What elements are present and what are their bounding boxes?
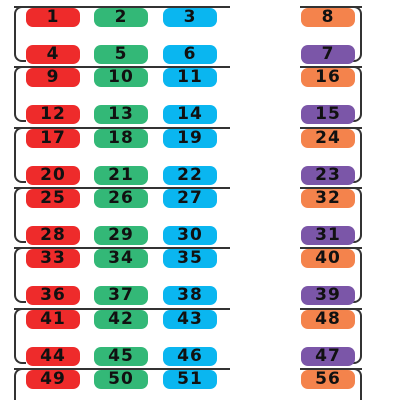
seat-37[interactable]: 37 — [94, 286, 148, 305]
seat-26[interactable]: 26 — [94, 189, 148, 208]
seat-11[interactable]: 11 — [163, 68, 217, 87]
seat-19[interactable]: 19 — [163, 129, 217, 148]
seat-22[interactable]: 22 — [163, 166, 217, 185]
seat-23[interactable]: 23 — [301, 166, 355, 185]
seat-20[interactable]: 20 — [26, 166, 80, 185]
seat-12[interactable]: 12 — [26, 105, 80, 124]
frame-left-bracket — [14, 187, 26, 243]
seat-28[interactable]: 28 — [26, 226, 80, 245]
seat-42[interactable]: 42 — [94, 310, 148, 329]
seat-9[interactable]: 9 — [26, 68, 80, 87]
seat-21[interactable]: 21 — [94, 166, 148, 185]
seat-3[interactable]: 3 — [163, 8, 217, 27]
seat-50[interactable]: 50 — [94, 370, 148, 389]
seat-27[interactable]: 27 — [163, 189, 217, 208]
seat-40[interactable]: 40 — [301, 249, 355, 268]
seat-48[interactable]: 48 — [301, 310, 355, 329]
seat-18[interactable]: 18 — [94, 129, 148, 148]
seat-39[interactable]: 39 — [301, 286, 355, 305]
seat-25[interactable]: 25 — [26, 189, 80, 208]
seat-38[interactable]: 38 — [163, 286, 217, 305]
frame-left-bracket — [14, 308, 26, 364]
seat-43[interactable]: 43 — [163, 310, 217, 329]
seat-1[interactable]: 1 — [26, 8, 80, 27]
seat-2[interactable]: 2 — [94, 8, 148, 27]
seat-46[interactable]: 46 — [163, 347, 217, 366]
seat-35[interactable]: 35 — [163, 249, 217, 268]
seat-47[interactable]: 47 — [301, 347, 355, 366]
seat-6[interactable]: 6 — [163, 45, 217, 64]
frame-left-bracket — [14, 368, 26, 400]
seat-13[interactable]: 13 — [94, 105, 148, 124]
seat-5[interactable]: 5 — [94, 45, 148, 64]
seat-17[interactable]: 17 — [26, 129, 80, 148]
seat-4[interactable]: 4 — [26, 45, 80, 64]
seat-29[interactable]: 29 — [94, 226, 148, 245]
seat-51[interactable]: 51 — [163, 370, 217, 389]
seat-7[interactable]: 7 — [301, 45, 355, 64]
seat-49[interactable]: 49 — [26, 370, 80, 389]
seat-14[interactable]: 14 — [163, 105, 217, 124]
seat-56[interactable]: 56 — [301, 370, 355, 389]
seat-31[interactable]: 31 — [301, 226, 355, 245]
seat-32[interactable]: 32 — [301, 189, 355, 208]
frame-left-bracket — [14, 66, 26, 122]
seat-36[interactable]: 36 — [26, 286, 80, 305]
seat-30[interactable]: 30 — [163, 226, 217, 245]
seat-44[interactable]: 44 — [26, 347, 80, 366]
seat-45[interactable]: 45 — [94, 347, 148, 366]
seat-41[interactable]: 41 — [26, 310, 80, 329]
seat-8[interactable]: 8 — [301, 8, 355, 27]
seat-24[interactable]: 24 — [301, 129, 355, 148]
frame-left-bracket — [14, 247, 26, 303]
seat-16[interactable]: 16 — [301, 68, 355, 87]
seat-10[interactable]: 10 — [94, 68, 148, 87]
seat-33[interactable]: 33 — [26, 249, 80, 268]
seat-34[interactable]: 34 — [94, 249, 148, 268]
frame-left-bracket — [14, 127, 26, 183]
seat-15[interactable]: 15 — [301, 105, 355, 124]
frame-left-bracket — [14, 6, 26, 62]
